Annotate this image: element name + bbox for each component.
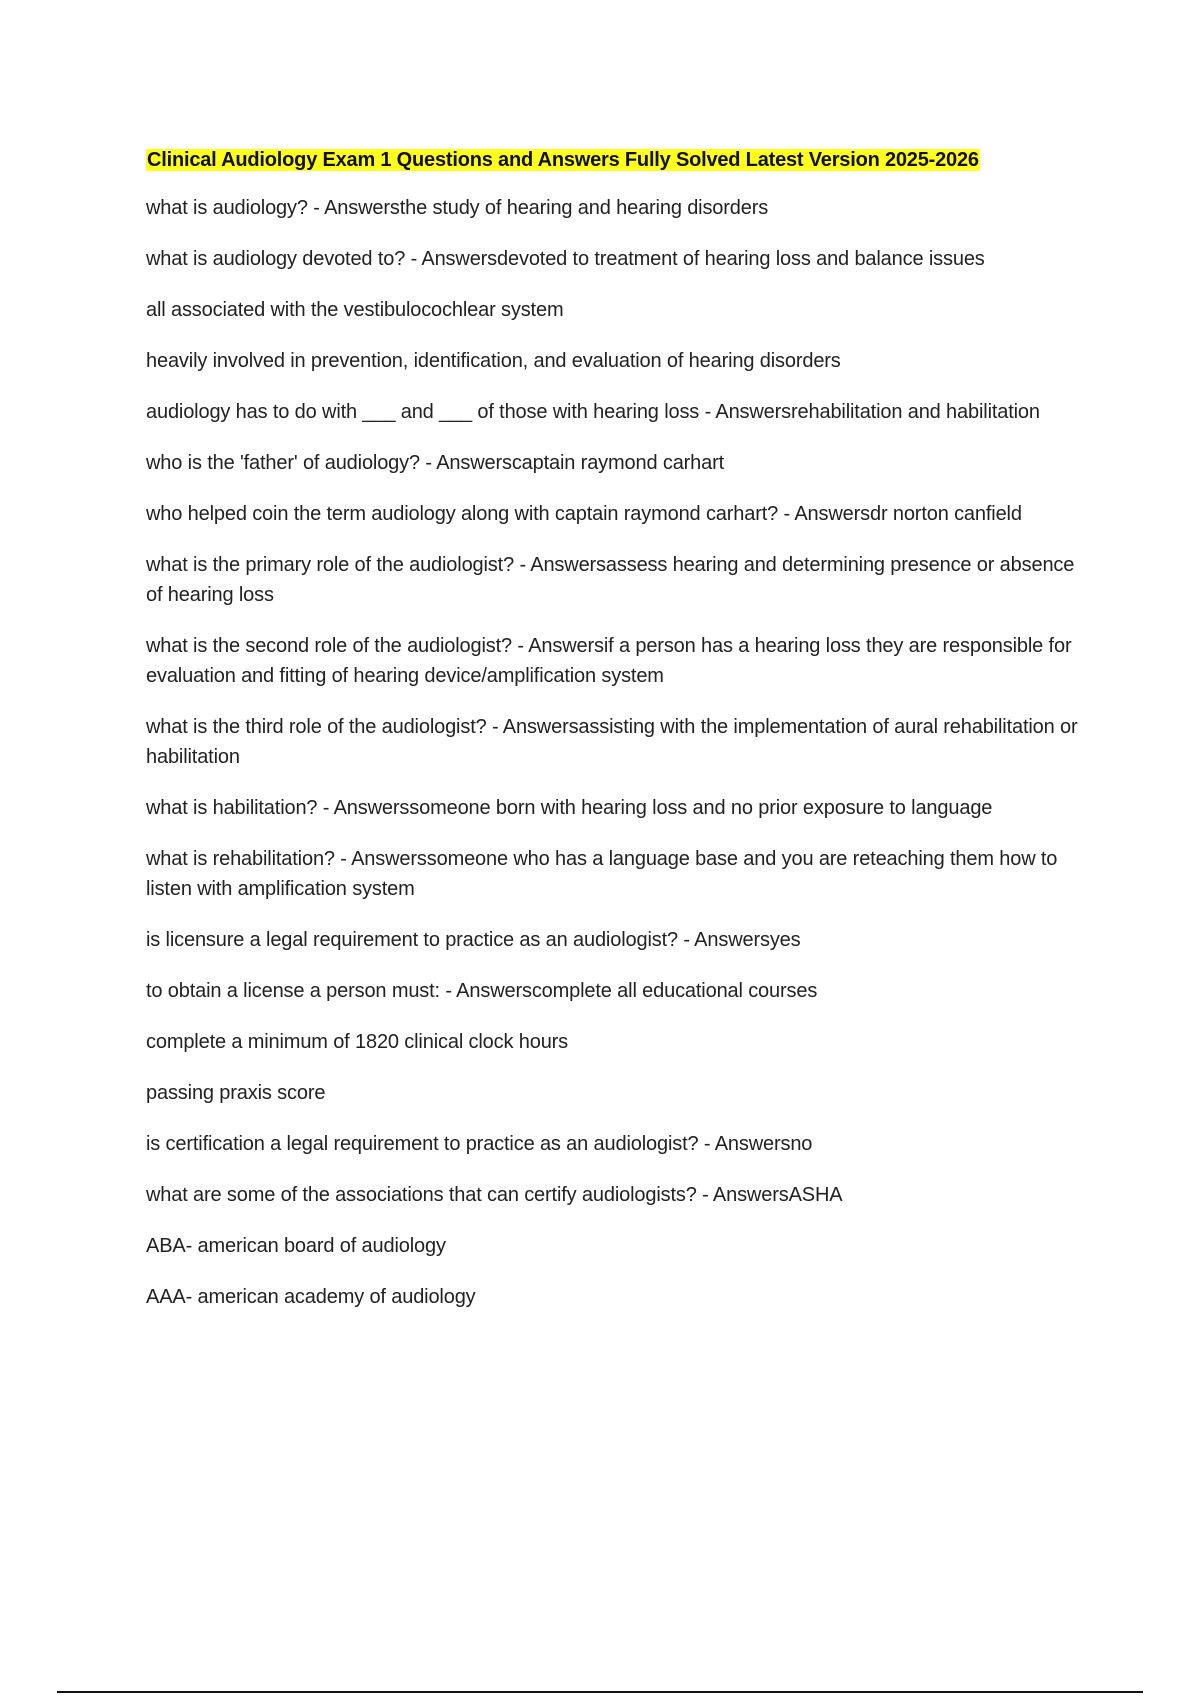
qa-entry: what is the second role of the audiologist? - Answersif a person has a hearing loss they are responsible for evaluation and fitting of hearing device/amplification system: [146, 635, 1072, 687]
qa-entry: all associated with the vestibulocochlear system: [146, 299, 564, 321]
qa-entry: what is audiology devoted to? - Answersdevoted to treatment of hearing loss and balance issues: [146, 248, 985, 270]
qa-entry: who is the 'father' of audiology? - Answerscaptain raymond carhart: [146, 452, 725, 474]
qa-entry: what is the primary role of the audiologist? - Answersassess hearing and determining presence or absence of hearing loss: [146, 554, 1075, 606]
qa-entry: AAA- american academy of audiology: [146, 1286, 476, 1308]
qa-entry: is licensure a legal requirement to practice as an audiologist? - Answersyes: [146, 929, 801, 951]
qa-entry: who helped coin the term audiology along with captain raymond carhart? - Answersdr norton canfield: [146, 503, 1022, 525]
qa-entry: what is audiology? - Answersthe study of hearing and hearing disorders: [146, 197, 769, 219]
footer-divider: [57, 1691, 1143, 1693]
qa-entry: is certification a legal requirement to practice as an audiologist? - Answersno: [146, 1133, 813, 1155]
qa-entry: audiology has to do with ___ and ___ of those with hearing loss - Answersrehabilitation and habilitation: [146, 401, 1040, 423]
qa-entry: to obtain a license a person must: - Answerscomplete all educational courses: [146, 980, 818, 1002]
qa-entry: what is the third role of the audiologist? - Answersassisting with the implementation of aural rehabilitation or habilitation: [146, 716, 1078, 768]
qa-entry: what is rehabilitation? - Answerssomeone who has a language base and you are reteaching them how to listen with amplification system: [146, 848, 1058, 900]
title-block: [146, 145, 1090, 177]
qa-entry: what are some of the associations that can certify audiologists? - AnswersASHA: [146, 1184, 843, 1206]
document-body: [146, 145, 1090, 1333]
qa-entry: passing praxis score: [146, 1082, 326, 1104]
document-title: Clinical Audiology Exam 1 Questions and Answers Fully Solved Latest Version 2025-2026: [147, 149, 979, 171]
qa-entry: complete a minimum of 1820 clinical clock hours: [146, 1031, 569, 1053]
qa-entry: heavily involved in prevention, identification, and evaluation of hearing disorders: [146, 350, 841, 372]
qa-entry: ABA- american board of audiology: [146, 1235, 446, 1257]
qa-entry: what is habilitation? - Answerssomeone born with hearing loss and no prior exposure to language: [146, 797, 993, 819]
